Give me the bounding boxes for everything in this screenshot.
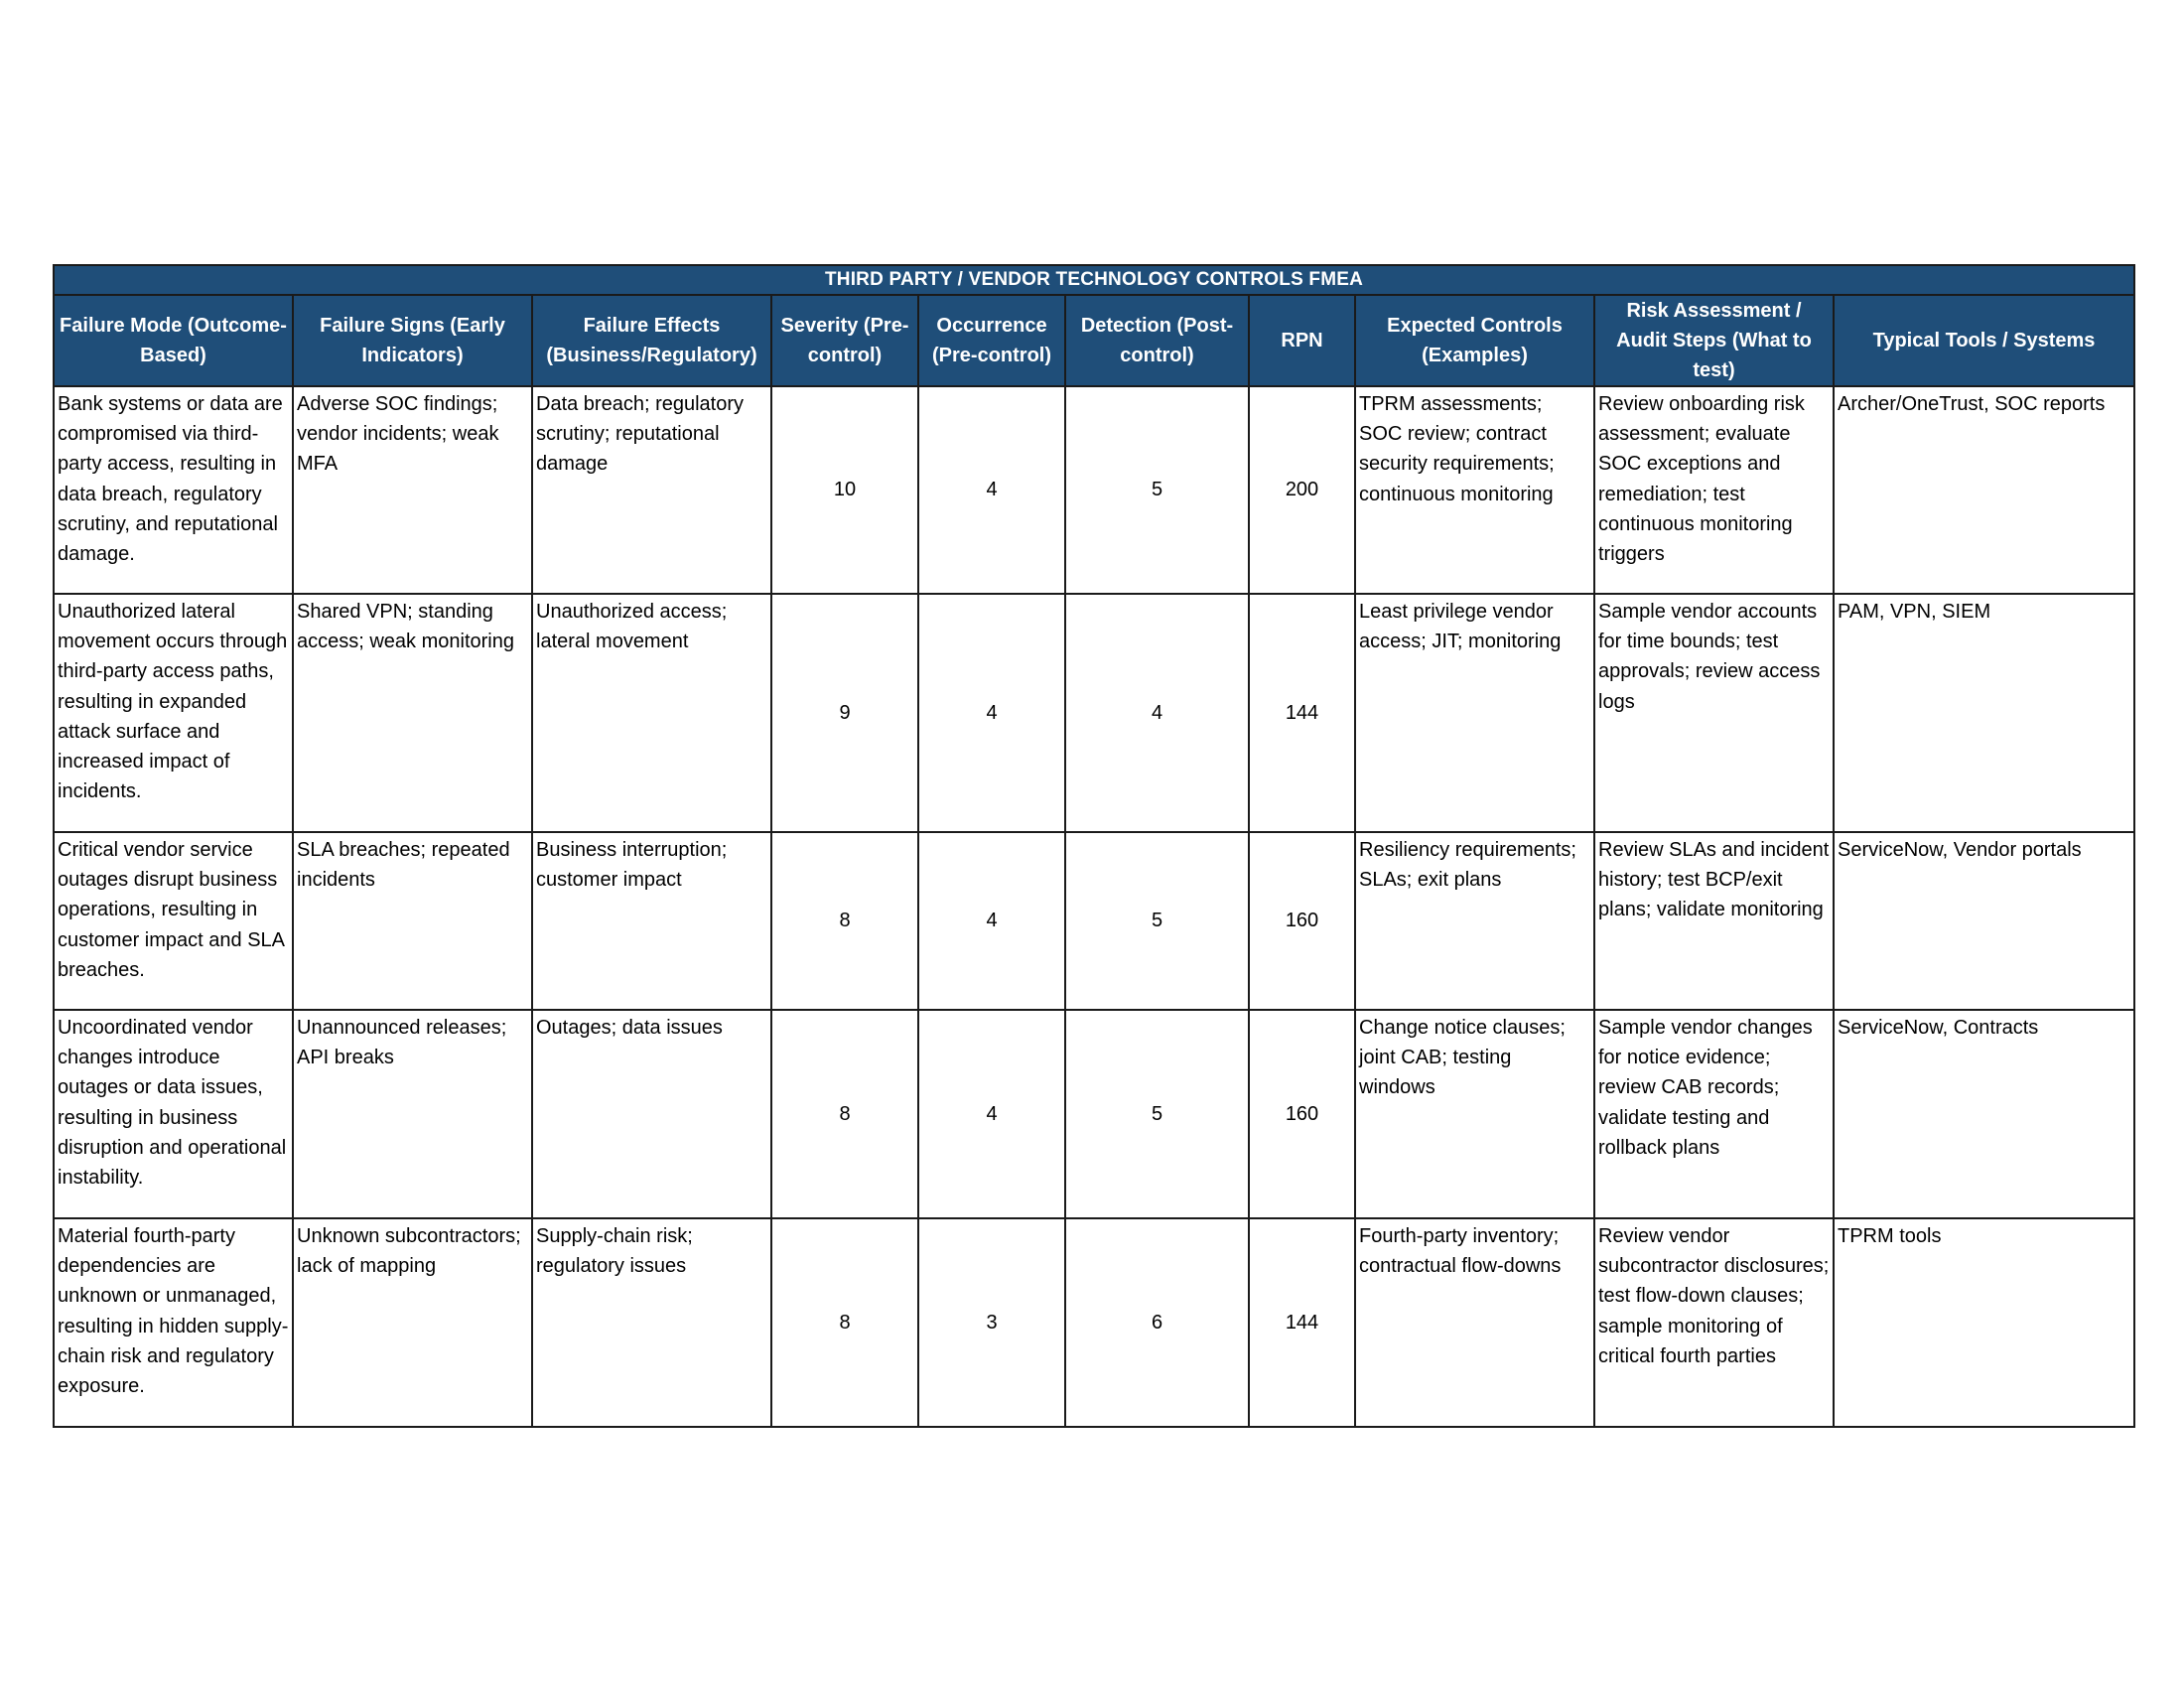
header-failure-mode: Failure Mode (Outcome-Based) xyxy=(54,295,293,386)
cell-failure-effects: Business interruption; customer impact xyxy=(532,832,771,1010)
cell-rpn: 160 xyxy=(1249,1010,1355,1218)
header-risk-assessment: Risk Assessment / Audit Steps (What to test) xyxy=(1594,295,1834,386)
cell-failure-signs: Shared VPN; standing access; weak monitoring xyxy=(293,594,532,832)
cell-occurrence: 3 xyxy=(918,1218,1065,1427)
cell-failure-mode: Unauthorized lateral movement occurs through third-party access paths, resulting in expanded attack surface and increased impact of incidents. xyxy=(54,594,293,832)
cell-risk-assessment: Sample vendor accounts for time bounds; test approvals; review access logs xyxy=(1594,594,1834,832)
cell-risk-assessment: Review vendor subcontractor disclosures; test flow-down clauses; sample monitoring of critical fourth parties xyxy=(1594,1218,1834,1427)
cell-failure-mode: Bank systems or data are compromised via third-party access, resulting in data breach, regulatory scrutiny, and reputational damage. xyxy=(54,386,293,594)
cell-rpn: 200 xyxy=(1249,386,1355,594)
header-tools: Typical Tools / Systems xyxy=(1834,295,2134,386)
cell-severity: 8 xyxy=(771,832,918,1010)
cell-failure-effects: Data breach; regulatory scrutiny; reputational damage xyxy=(532,386,771,594)
cell-occurrence: 4 xyxy=(918,1010,1065,1218)
table-row xyxy=(54,1010,2134,1218)
header-rpn: RPN xyxy=(1249,295,1355,386)
cell-failure-effects: Supply-chain risk; regulatory issues xyxy=(532,1218,771,1427)
cell-failure-mode: Material fourth-party dependencies are unknown or unmanaged, resulting in hidden supply-chain risk and regulatory exposure. xyxy=(54,1218,293,1427)
table-row xyxy=(54,594,2134,832)
cell-risk-assessment: Sample vendor changes for notice evidence; review CAB records; validate testing and rollback plans xyxy=(1594,1010,1834,1218)
cell-occurrence: 4 xyxy=(918,594,1065,832)
cell-risk-assessment: Review SLAs and incident history; test BCP/exit plans; validate monitoring xyxy=(1594,832,1834,1010)
column-header-row xyxy=(54,295,2134,386)
cell-rpn: 160 xyxy=(1249,832,1355,1010)
cell-expected-controls: Fourth-party inventory; contractual flow-downs xyxy=(1355,1218,1594,1427)
cell-failure-mode: Uncoordinated vendor changes introduce outages or data issues, resulting in business disruption and operational instability. xyxy=(54,1010,293,1218)
cell-risk-assessment: Review onboarding risk assessment; evaluate SOC exceptions and remediation; test continuous monitoring triggers xyxy=(1594,386,1834,594)
cell-tools: PAM, VPN, SIEM xyxy=(1834,594,2134,832)
cell-failure-signs: Unannounced releases; API breaks xyxy=(293,1010,532,1218)
cell-failure-mode: Critical vendor service outages disrupt business operations, resulting in customer impact and SLA breaches. xyxy=(54,832,293,1010)
table-title: THIRD PARTY / VENDOR TECHNOLOGY CONTROLS FMEA xyxy=(54,265,2134,295)
cell-tools: TPRM tools xyxy=(1834,1218,2134,1427)
cell-failure-signs: Adverse SOC findings; vendor incidents; weak MFA xyxy=(293,386,532,594)
fmea-table xyxy=(53,264,2135,1428)
header-detection: Detection (Post-control) xyxy=(1065,295,1249,386)
cell-severity: 10 xyxy=(771,386,918,594)
cell-detection: 4 xyxy=(1065,594,1249,832)
cell-severity: 9 xyxy=(771,594,918,832)
header-failure-effects: Failure Effects (Business/Regulatory) xyxy=(532,295,771,386)
table-row xyxy=(54,1218,2134,1427)
header-severity: Severity (Pre-control) xyxy=(771,295,918,386)
cell-detection: 5 xyxy=(1065,832,1249,1010)
cell-failure-signs: SLA breaches; repeated incidents xyxy=(293,832,532,1010)
cell-rpn: 144 xyxy=(1249,1218,1355,1427)
cell-detection: 5 xyxy=(1065,386,1249,594)
cell-expected-controls: Change notice clauses; joint CAB; testing windows xyxy=(1355,1010,1594,1218)
cell-tools: ServiceNow, Vendor portals xyxy=(1834,832,2134,1010)
cell-rpn: 144 xyxy=(1249,594,1355,832)
cell-failure-signs: Unknown subcontractors; lack of mapping xyxy=(293,1218,532,1427)
cell-expected-controls: TPRM assessments; SOC review; contract security requirements; continuous monitoring xyxy=(1355,386,1594,594)
cell-failure-effects: Unauthorized access; lateral movement xyxy=(532,594,771,832)
header-failure-signs: Failure Signs (Early Indicators) xyxy=(293,295,532,386)
cell-tools: Archer/OneTrust, SOC reports xyxy=(1834,386,2134,594)
table-row xyxy=(54,832,2134,1010)
cell-occurrence: 4 xyxy=(918,386,1065,594)
cell-occurrence: 4 xyxy=(918,832,1065,1010)
table-title-row xyxy=(54,265,2134,295)
header-expected-controls: Expected Controls (Examples) xyxy=(1355,295,1594,386)
fmea-worksheet xyxy=(53,264,2133,1428)
header-occurrence: Occurrence (Pre-control) xyxy=(918,295,1065,386)
cell-detection: 5 xyxy=(1065,1010,1249,1218)
table-row xyxy=(54,386,2134,594)
cell-tools: ServiceNow, Contracts xyxy=(1834,1010,2134,1218)
cell-expected-controls: Least privilege vendor access; JIT; monitoring xyxy=(1355,594,1594,832)
cell-severity: 8 xyxy=(771,1218,918,1427)
cell-expected-controls: Resiliency requirements; SLAs; exit plans xyxy=(1355,832,1594,1010)
cell-severity: 8 xyxy=(771,1010,918,1218)
cell-failure-effects: Outages; data issues xyxy=(532,1010,771,1218)
cell-detection: 6 xyxy=(1065,1218,1249,1427)
